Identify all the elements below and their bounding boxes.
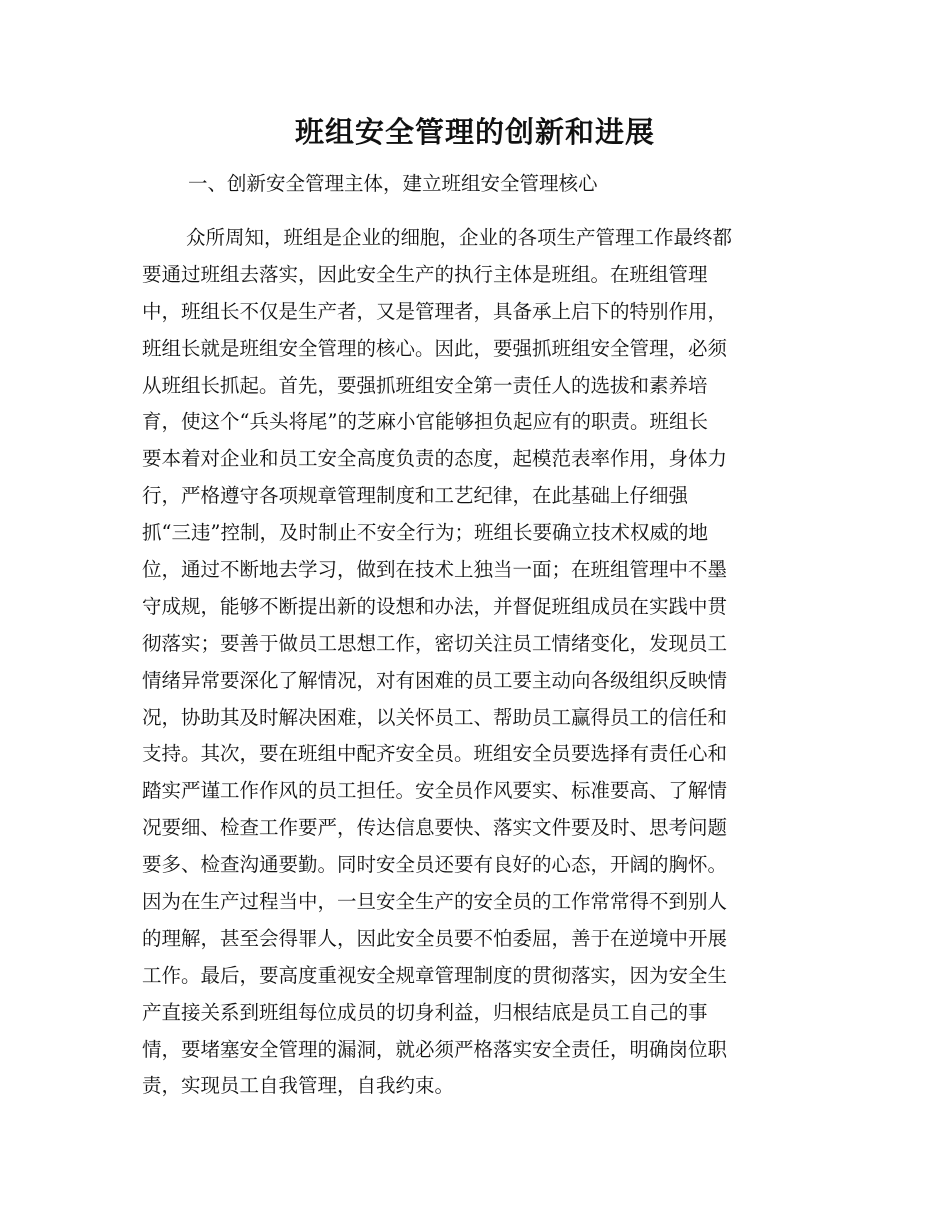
paragraph-line: 的理解，甚至会得罪人，因此安全员要不怕委屈，善于在逆境中开展 xyxy=(142,926,728,950)
paragraph-line: 支持。其次，要在班组中配齐安全员。班组安全员要选择有责任心和 xyxy=(142,742,728,766)
paragraph-line: 情，要堵塞安全管理的漏洞，就必须严格落实安全责任，明确岗位职 xyxy=(142,1037,728,1061)
paragraph-line: 工作。最后，要高度重视安全规章管理制度的贯彻落实，因为安全生 xyxy=(142,963,728,987)
paragraph-line: 守成规，能够不断提出新的设想和办法，并督促班组成员在实践中贯 xyxy=(142,594,728,618)
body-paragraph xyxy=(142,220,802,1105)
paragraph-line: 从班组长抓起。首先，要强抓班组安全第一责任人的选拔和素养培 xyxy=(142,373,708,397)
paragraph-line: 行，严格遵守各项规章管理制度和工艺纪律，在此基础上仔细强 xyxy=(142,484,689,508)
paragraph-line: 踏实严谨工作作风的员工担任。安全员作风要实、标准要高、了解情 xyxy=(142,779,728,803)
section-heading: 一、创新安全管理主体，建立班组安全管理核心 xyxy=(188,172,598,195)
paragraph-line: 要多、检查沟通要勤。同时安全员还要有良好的心态，开阔的胸怀。 xyxy=(142,853,728,877)
paragraph-line: 责，实现员工自我管理，自我约束。 xyxy=(142,1074,455,1098)
paragraph-line: 要通过班组去落实，因此安全生产的执行主体是班组。在班组管理 xyxy=(142,262,708,286)
paragraph-line: 因为在生产过程当中，一旦安全生产的安全员的工作常常得不到别人 xyxy=(142,890,728,914)
paragraph-line: 班组长就是班组安全管理的核心。因此，要强抓班组安全管理，必须 xyxy=(142,336,728,360)
paragraph-line: 情绪异常要深化了解情况，对有困难的员工要主动向各级组织反映情 xyxy=(142,668,728,692)
paragraph-line: 况，协助其及时解决困难，以关怀员工、帮助员工赢得员工的信任和 xyxy=(142,705,728,729)
paragraph-line: 中，班组长不仅是生产者，又是管理者，具备承上启下的特别作用， xyxy=(142,299,728,323)
paragraph-line: 产直接关系到班组每位成员的切身利益，归根结底是员工自己的事 xyxy=(142,1000,708,1024)
paragraph-line: 育，使这个“兵头将尾”的芝麻小官能够担负起应有的职责。班组长 xyxy=(142,410,708,434)
paragraph-line: 况要细、检查工作要严，传达信息要快、落实文件要及时、思考问题 xyxy=(142,816,728,840)
paragraph-line: 位，通过不断地去学习，做到在技术上独当一面；在班组管理中不墨 xyxy=(142,558,728,582)
document-title: 班组安全管理的创新和进展 xyxy=(294,115,655,149)
paragraph-line: 要本着对企业和员工安全高度负责的态度，起模范表率作用，身体力 xyxy=(142,447,728,471)
paragraph-line: 众所周知，班组是企业的细胞，企业的各项生产管理工作最终都 xyxy=(186,226,733,249)
paragraph-line: 抓“三违”控制，及时制止不安全行为；班组长要确立技术权威的地 xyxy=(142,521,708,545)
paragraph-line: 彻落实；要善于做员工思想工作，密切关注员工情绪变化，发现员工 xyxy=(142,631,728,655)
